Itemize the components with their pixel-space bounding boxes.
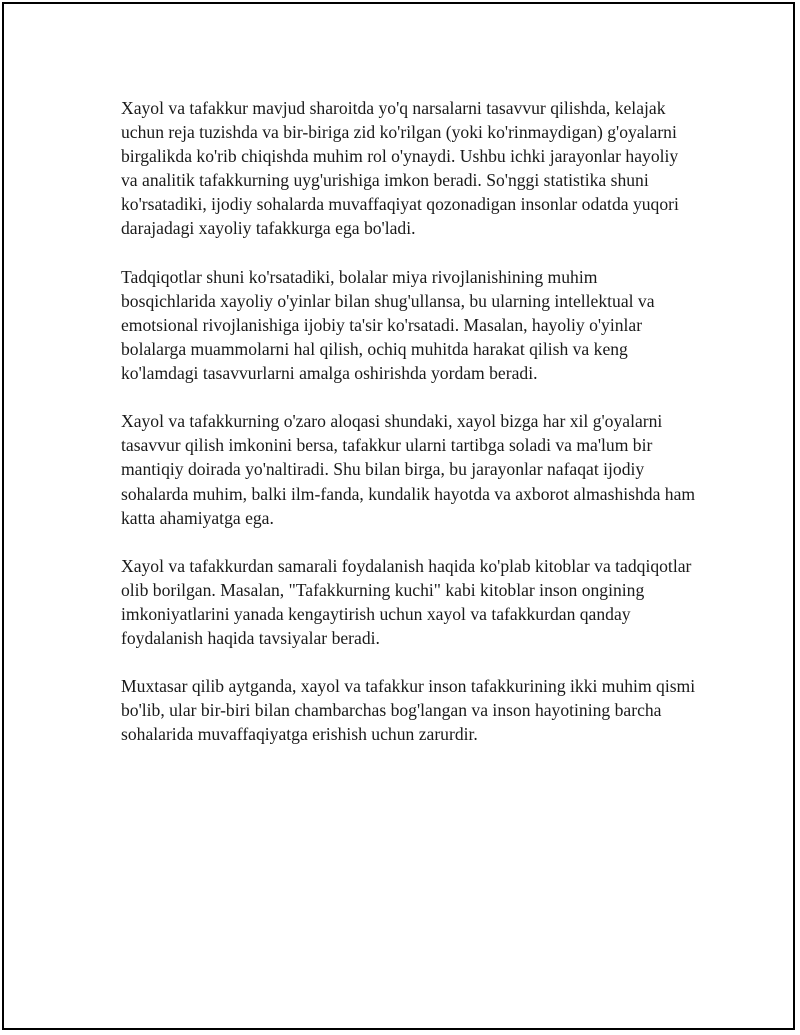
paragraph-5: Muxtasar qilib aytganda, xayol va tafakkur inson tafakkurining ikki muhim qismi bo'lib, ular bir-biri bilan chambarchas bog'langan va inson hayotining barcha sohalarida muvaffaqiyatga erishish uchun zarurdir. bbox=[121, 676, 696, 745]
document-page bbox=[2, 2, 795, 1030]
document-body bbox=[121, 96, 696, 771]
paragraph-1: Xayol va tafakkur mavjud sharoitda yo'q narsalarni tasavvur qilishda, kelajak uchun reja tuzishda va bir-biriga zid ko'rilgan (yoki ko'rinmaydigan) g'oyalarni birgalikda ko'rib chiqishda muhim rol o'ynaydi. Ushbu ichki jarayonlar hayoliy va analitik tafakkurning uyg'urishiga imkon beradi. So'nggi statistika shuni ko'rsatadiki, ijodiy sohalarda muvaffaqiyat qozonadigan insonlar odatda yuqori darajadagi xayoliy tafakkurga ega bo'ladi. bbox=[121, 98, 679, 239]
paragraph-3: Xayol va tafakkurning o'zaro aloqasi shundaki, xayol bizga har xil g'oyalarni tasavvur qilish imkonini bersa, tafakkur ularni tartibga soladi va ma'lum bir mantiqiy doirada yo'naltiradi. Shu bilan birga, bu jarayonlar nafaqat ijodiy sohalarda muhim, balki ilm-fanda, kundalik hayotda va axborot almashishda ham katta ahamiyatga ega. bbox=[121, 411, 696, 528]
paragraph-4: Xayol va tafakkurdan samarali foydalanish haqida ko'plab kitoblar va tadqiqotlar olib borilgan. Masalan, "Tafakkurning kuchi" kabi kitoblar inson ongining imkoniyatlarini yanada kengaytirish uchun xayol va tafakkurdan qanday foydalanish haqida tavsiyalar beradi. bbox=[121, 555, 692, 649]
paragraph-2: Tadqiqotlar shuni ko'rsatadiki, bolalar miya rivojlanishining muhim bosqichlarida xayoliy o'yinlar bilan shug'ullansa, bu ularning intellektual va emotsional rivojlanishiga ijobiy ta'sir ko'rsatadi. Masalan, hayoliy o'yinlar bolalarga muammolarni hal qilish, ochiq muhitda harakat qilish va keng ko'lamdagi tasavvurlarni amalga oshirishda yordam beradi. bbox=[121, 266, 655, 384]
